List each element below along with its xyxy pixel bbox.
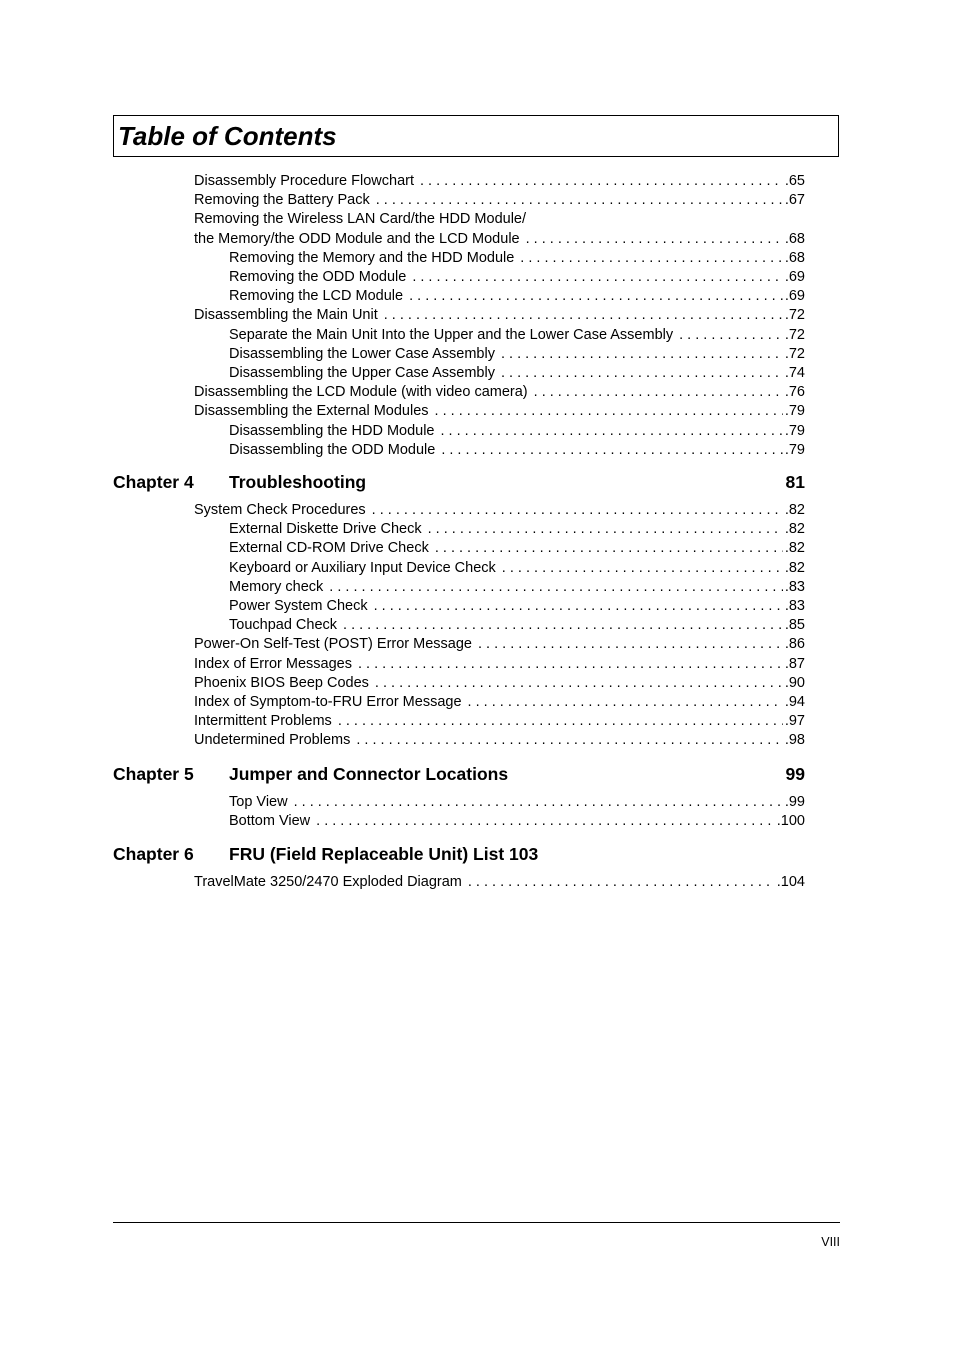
dot-leader xyxy=(520,249,783,268)
toc-entry[interactable] xyxy=(194,873,805,892)
toc-entry[interactable] xyxy=(229,422,805,441)
dot-leader xyxy=(343,616,783,635)
toc-entry[interactable] xyxy=(229,597,805,616)
dot-leader xyxy=(384,306,783,325)
toc-entry-label: Bottom View xyxy=(229,813,311,830)
toc-entry-label: Undetermined Problems xyxy=(194,732,351,749)
toc-entry-page: .74 xyxy=(784,365,805,381)
toc-entry[interactable] xyxy=(229,268,805,287)
toc-entry-page: .82 xyxy=(784,559,805,576)
dot-leader xyxy=(468,873,775,892)
dot-leader xyxy=(468,693,783,712)
chapter-number: Chapter 5 xyxy=(113,764,194,784)
chapter-heading[interactable] xyxy=(113,762,805,786)
toc-entry-label: External Diskette Drive Check xyxy=(229,521,422,538)
toc-entry-label: System Check Procedures xyxy=(194,502,366,518)
dot-leader xyxy=(502,559,783,578)
toc-entry-page: .83 xyxy=(784,578,805,595)
toc-entry-label: Disassembling the Main Unit xyxy=(194,307,378,324)
dot-leader xyxy=(412,268,783,287)
dot-leader xyxy=(375,674,783,693)
toc-entry-page: .100 xyxy=(776,813,805,830)
toc-entry-page: .94 xyxy=(784,694,805,710)
toc-entry-label: Phoenix BIOS Beep Codes xyxy=(194,674,369,691)
dot-leader xyxy=(374,597,783,616)
toc-entry[interactable] xyxy=(229,520,805,539)
toc-entry[interactable] xyxy=(194,172,805,191)
toc-entry-page: .104 xyxy=(776,874,805,890)
toc-entry-label: Separate the Main Unit Into the Upper and the Lower Case Assembly xyxy=(229,326,674,343)
chapter-number: Chapter 6 xyxy=(113,844,194,864)
toc-entry-label: Disassembling the LCD Module (with video camera) xyxy=(194,384,528,401)
toc-entry-label: Intermittent Problems xyxy=(194,713,332,730)
toc-entry-label: Disassembling the External Modules xyxy=(194,403,429,420)
toc-entry[interactable] xyxy=(194,383,805,402)
toc-entry[interactable] xyxy=(229,812,805,831)
toc-entry-page: .98 xyxy=(784,732,805,749)
toc-entry[interactable] xyxy=(229,793,805,812)
dot-leader xyxy=(534,383,783,402)
toc-entry-page: .83 xyxy=(784,598,805,614)
toc-entry-label: Power System Check xyxy=(229,598,368,614)
toc-entry[interactable] xyxy=(194,191,805,210)
footer-divider xyxy=(113,1222,840,1223)
toc-entry-label: Removing the LCD Module xyxy=(229,288,404,305)
toc-entry[interactable] xyxy=(229,578,805,597)
dot-leader xyxy=(409,287,783,306)
toc-entry-label: Removing the Memory and the HDD Module xyxy=(229,249,515,266)
page-number: VIII xyxy=(821,1235,840,1249)
chapter-title: FRU (Field Replaceable Unit) List 103 xyxy=(229,844,539,864)
toc-entry[interactable] xyxy=(229,441,805,460)
toc-entry[interactable] xyxy=(229,559,805,578)
dot-leader xyxy=(501,345,783,364)
toc-entry[interactable] xyxy=(229,345,805,364)
dot-leader xyxy=(441,441,783,460)
toc-entry[interactable] xyxy=(194,501,805,520)
toc-entry[interactable] xyxy=(194,655,805,674)
dot-leader xyxy=(478,635,783,654)
chapter-number: Chapter 4 xyxy=(113,472,194,492)
toc-entry-label: Touchpad Check xyxy=(229,617,338,634)
chapter-title: Jumper and Connector Locations xyxy=(229,764,509,784)
toc-entry-page: .82 xyxy=(784,502,805,518)
toc-entry-page: .99 xyxy=(784,794,805,810)
title-box xyxy=(113,115,839,157)
toc-entry[interactable] xyxy=(194,402,805,421)
toc-entry-page: .79 xyxy=(784,422,805,439)
toc-entry-label: Top View xyxy=(229,794,288,810)
toc-entry-label: Memory check xyxy=(229,578,324,595)
toc-entry-label: TravelMate 3250/2470 Exploded Diagram xyxy=(194,874,462,890)
toc-entry-label: Power-On Self-Test (POST) Error Message xyxy=(194,636,472,653)
dot-leader xyxy=(316,812,775,831)
toc-entry[interactable] xyxy=(194,674,805,693)
toc-entry[interactable] xyxy=(229,616,805,635)
dot-leader xyxy=(501,364,783,383)
toc-entry-page: .87 xyxy=(784,655,805,672)
dot-leader xyxy=(435,539,783,558)
toc-entry[interactable] xyxy=(229,326,805,345)
toc-entry-label: Disassembling the Upper Case Assembly xyxy=(229,365,495,381)
toc-entry[interactable] xyxy=(194,230,805,249)
toc-entry[interactable] xyxy=(194,635,805,654)
toc-entry-page: .72 xyxy=(784,326,805,343)
toc-entry-page: .79 xyxy=(784,441,805,458)
dot-leader xyxy=(420,172,783,191)
dot-leader xyxy=(294,793,783,812)
toc-entry-page: .65 xyxy=(784,173,805,189)
toc-entry-label: the Memory/the ODD Module and the LCD Module xyxy=(194,230,520,247)
toc-entry-page: .86 xyxy=(784,636,805,653)
dot-leader xyxy=(679,326,783,345)
toc-entry-page: .69 xyxy=(784,288,805,305)
toc-entry[interactable] xyxy=(229,287,805,306)
toc-entry-label: Disassembling the ODD Module xyxy=(229,441,436,458)
toc-entry-label: Disassembly Procedure Flowchart xyxy=(194,173,414,189)
chapter-heading[interactable] xyxy=(113,842,805,866)
dot-leader xyxy=(329,578,783,597)
toc-entry-page: .68 xyxy=(784,249,805,266)
chapter-heading[interactable] xyxy=(113,470,805,494)
toc-entry-label: Disassembling the HDD Module xyxy=(229,422,435,439)
toc-entry-label: Index of Symptom-to-FRU Error Message xyxy=(194,694,462,710)
toc-entry-label: Removing the ODD Module xyxy=(229,269,407,285)
toc-entry-label: External CD-ROM Drive Check xyxy=(229,540,429,557)
dot-leader xyxy=(338,712,783,731)
chapter-page: 99 xyxy=(785,764,805,784)
chapter-title: Troubleshooting xyxy=(229,472,367,492)
toc-entry-page: .85 xyxy=(784,617,805,634)
chapter-page: 81 xyxy=(785,472,805,492)
page-title: Table of Contents xyxy=(118,121,337,151)
dot-leader xyxy=(356,731,782,750)
toc-entry[interactable] xyxy=(229,249,805,268)
toc-entry-page: .97 xyxy=(784,713,805,730)
toc-entry-page: .72 xyxy=(784,345,805,362)
toc-entry-page: .82 xyxy=(784,521,805,538)
toc-entry-page: .90 xyxy=(784,674,805,691)
toc-entry[interactable] xyxy=(194,712,805,731)
dot-leader xyxy=(428,520,783,539)
toc-entry-label: Removing the Wireless LAN Card/the HDD Module/ xyxy=(194,211,527,228)
toc-entry-page: .82 xyxy=(784,540,805,557)
toc-entry[interactable] xyxy=(229,539,805,558)
toc-entry[interactable] xyxy=(229,364,805,383)
dot-leader xyxy=(376,191,783,210)
toc-entry-label: Disassembling the Lower Case Assembly xyxy=(229,345,495,362)
toc-entry-label: Index of Error Messages xyxy=(194,655,352,672)
dot-leader xyxy=(526,230,783,249)
toc-entry-page: .67 xyxy=(784,192,805,209)
toc-entry[interactable] xyxy=(194,210,526,229)
dot-leader xyxy=(435,402,783,421)
toc-entry-page: .69 xyxy=(784,269,805,285)
toc-entry-label: Keyboard or Auxiliary Input Device Check xyxy=(229,559,496,576)
toc-entry-page: .76 xyxy=(784,384,805,401)
toc-entry-page: .72 xyxy=(784,307,805,324)
toc-entry-page: .79 xyxy=(784,403,805,420)
toc-entry-page: .68 xyxy=(784,230,805,247)
toc-entry[interactable] xyxy=(194,693,805,712)
dot-leader xyxy=(358,655,783,674)
dot-leader xyxy=(372,501,783,520)
toc-entry[interactable] xyxy=(194,731,805,750)
dot-leader xyxy=(441,422,783,441)
toc-entry[interactable] xyxy=(194,306,805,325)
toc-entry-label: Removing the Battery Pack xyxy=(194,192,370,209)
